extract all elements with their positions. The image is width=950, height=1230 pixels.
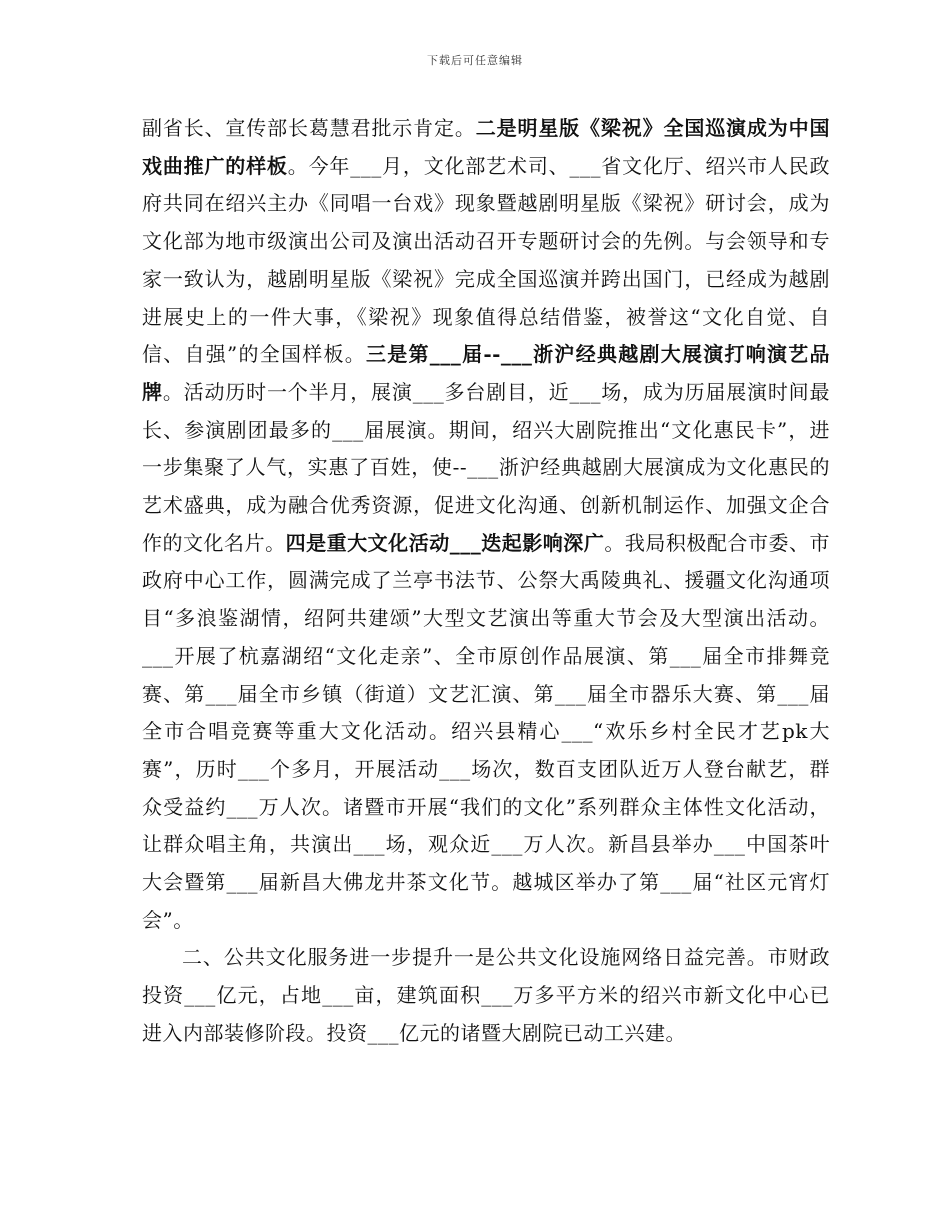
text-segment: 副省长、宣传部长葛慧君批示肯定。 bbox=[142, 116, 476, 140]
text-segment: 。今年___月，文化部艺术司、___省文化厅、绍兴市人民政府共同在绍兴主办《同唱一台戏》现象暨越剧明星版《梁祝》研讨会，成为文化部为地市级演出公司及演出活动召开专题研讨会的先例。与会领导和专家一致认为，越剧明星版《梁祝》完成全国巡演并跨出国门，已经成为越剧进展史上的一件大事，《梁祝》现象值得总结借鉴，被誉这“文化自觉、自信、自强”的全国样板。 bbox=[142, 153, 831, 367]
text-segment: 二、公共文化服务进一步提升一是公共文化设施网络日益完善。市财政投资___亿元，占地___亩，建筑面积___万多平方米的绍兴市新文化中心已进入内部装修阶段。投资___亿元的诸暨大剧院已动工兴建。 bbox=[142, 945, 830, 1045]
text-segment: 。活动历时一个半月，展演___多台剧目，近___场，成为历届展演时间最长、参演剧团最多的___届展演。期间，绍兴大剧院推出“文化惠民卡”，进一步集聚了人气，实惠了百姓，使--___浙沪经典越剧大展演成为文化惠民的艺术盛典，成为融合优秀资源，促进文化沟通、创新机制运作、加强文企合作的文化名片。 bbox=[142, 379, 831, 555]
text-segment: 。我局积极配合市委、市政府中心工作，圆满完成了兰亭书法节、公祭大禹陵典礼、援疆文化沟通项目“多浪鉴湖情，绍阿共建颂”大型文艺演出等重大节会及大型演出活动。___开展了杭嘉湖绍“文化走亲”、全市原创作品展演、第___届全市排舞竞赛、第___届全市乡镇（街道）文艺汇演、第___届全市器乐大赛、第___届全市合唱竞赛等重大文化活动。绍兴县精心___“欢乐乡村全民才艺pk大赛”，历时___个多月，开展活动___场次，数百支团队近万人登台献艺，群众受益约___万人次。诸暨市开展“我们的文化”系列群众主体性文化活动，让群众唱主角，共演出___场，观众近___万人次。新昌县举办___中国茶叶大会暨第___届新昌大佛龙井茶文化节。越城区举办了第___届“社区元宵灯会”。 bbox=[142, 530, 830, 932]
page-header-note: 下载后可任意编辑 bbox=[427, 54, 523, 67]
bold-heading-segment: 四是重大文化活动___迭起影响深广 bbox=[285, 530, 605, 555]
bold-heading-segment: 三是第___届--___浙沪经典越剧大展演打响演艺品牌 bbox=[142, 342, 830, 404]
bold-heading-segment: 二是明星版《梁祝》全国巡演成为中国戏曲推广的样板 bbox=[142, 116, 830, 178]
paragraph-2 bbox=[142, 939, 830, 1052]
document-body bbox=[142, 110, 830, 1053]
paragraph-1 bbox=[142, 110, 830, 939]
